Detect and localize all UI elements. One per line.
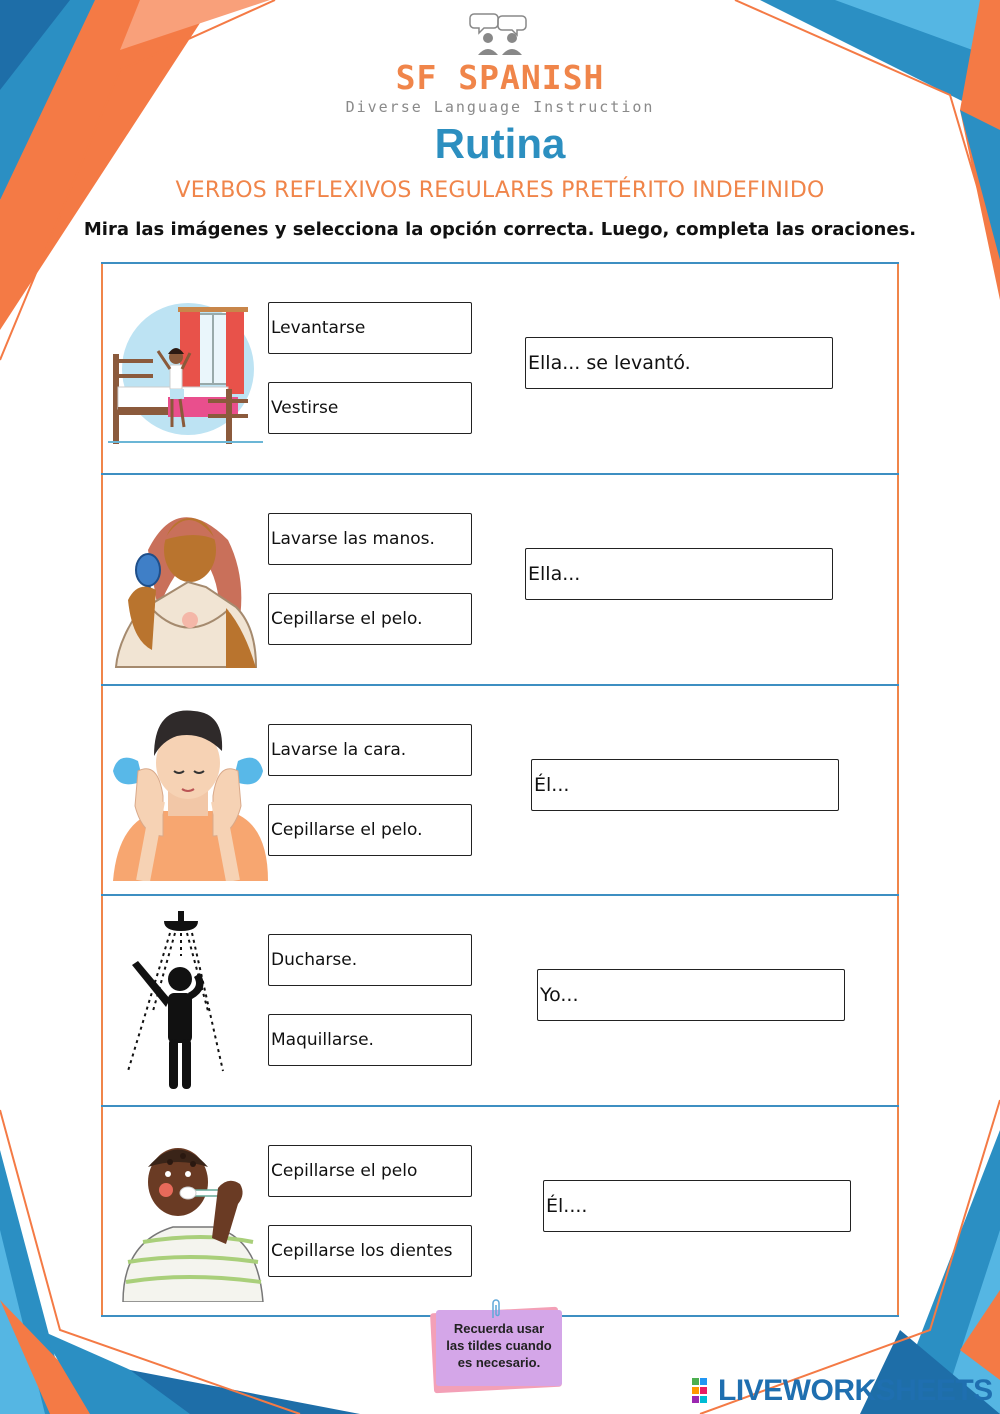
exercise-row (103, 1107, 897, 1315)
option-a[interactable]: Ducharse. (268, 934, 472, 986)
option-b[interactable]: Cepillarse el pelo. (268, 804, 472, 856)
brand-name: SF SPANISH (395, 58, 605, 97)
answer-field[interactable]: Él.... (543, 1180, 851, 1232)
man-washing-face-illustration (108, 701, 268, 881)
reminder-note (432, 1306, 564, 1390)
answer-field[interactable]: Yo... (537, 969, 845, 1021)
option-b[interactable]: Maquillarse. (268, 1014, 472, 1066)
option-a[interactable]: Lavarse las manos. (268, 513, 472, 565)
answer-field[interactable]: Él... (531, 759, 839, 811)
option-b[interactable]: Cepillarse los dientes (268, 1225, 472, 1277)
paperclip-icon (490, 1298, 502, 1320)
exercise-row (103, 475, 897, 683)
note-text (436, 1320, 562, 1371)
woman-brushing-hair-illustration (108, 490, 268, 670)
boy-brushing-teeth-illustration (108, 1122, 268, 1302)
option-a[interactable]: Lavarse la cara. (268, 724, 472, 776)
page-title: Rutina (434, 120, 566, 167)
liveworksheets-logo[interactable] (692, 1374, 993, 1408)
liveworksheets-icon (692, 1378, 716, 1404)
note-line: Recuerda usar (453, 1321, 545, 1336)
answer-field[interactable]: Ella... (525, 548, 833, 600)
note-line: las tildes cuando (446, 1338, 552, 1353)
instructions: Mira las imágenes y selecciona la opción correcta. Luego, completa las oraciones. (83, 219, 917, 240)
option-a[interactable]: Cepillarse el pelo (268, 1145, 472, 1197)
brand-tagline: Diverse Language Instruction (345, 98, 655, 116)
option-b[interactable]: Cepillarse el pelo. (268, 593, 472, 645)
person-showering-icon (108, 911, 268, 1091)
option-b[interactable]: Vestirse (268, 382, 472, 434)
exercise-row (103, 686, 897, 894)
exercise-row (103, 264, 897, 472)
option-a[interactable]: Levantarse (268, 302, 472, 354)
sf-spanish-logo (0, 8, 1000, 116)
page-subtitle: VERBOS REFLEXIVOS REGULARES PRETÉRITO INDEFINIDO (175, 178, 825, 203)
answer-field[interactable]: Ella... se levantó. (525, 337, 833, 389)
woman-waking-up-illustration (108, 279, 268, 459)
note-line: es necesario. (457, 1355, 541, 1370)
people-chat-icon (468, 8, 532, 58)
exercise-row (103, 896, 897, 1104)
liveworksheets-text: LIVEWORKSHEETS (718, 1374, 993, 1407)
